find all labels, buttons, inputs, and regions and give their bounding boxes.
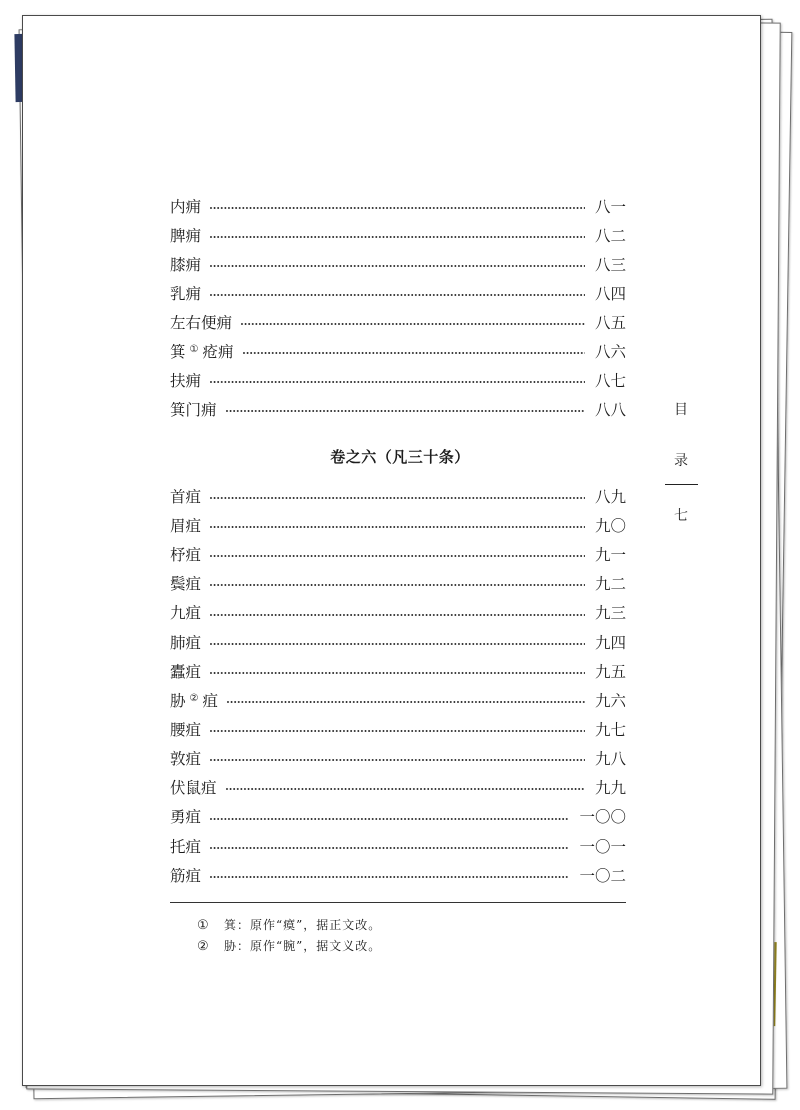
entry-page: 八三 <box>594 255 626 274</box>
entry-page: 九〇 <box>594 516 626 535</box>
toc-entry <box>170 541 626 570</box>
entry-page: 八六 <box>594 342 626 361</box>
toc-entry <box>170 309 626 338</box>
footnote-marker: ② <box>189 692 199 704</box>
dot-leader <box>210 381 585 383</box>
dot-leader <box>210 672 585 674</box>
entry-title: 首疽 <box>170 487 202 506</box>
dot-leader <box>210 294 585 296</box>
toc-list <box>170 193 626 425</box>
entry-title-part: 胁 <box>170 691 186 710</box>
entry-title: 眉疽 <box>170 516 202 535</box>
dot-leader <box>226 788 585 790</box>
entry-title: 九疽 <box>170 604 202 623</box>
toc-entry <box>170 222 626 251</box>
entry-title: 筋疽 <box>170 866 202 885</box>
toc-entry <box>170 804 626 833</box>
entry-page: 九二 <box>594 575 626 594</box>
entry-page: 八八 <box>594 400 626 419</box>
dot-leader <box>210 876 569 878</box>
dot-leader <box>210 847 569 849</box>
entry-page: 九七 <box>594 720 626 739</box>
entry-title: 蠹疽 <box>170 662 202 681</box>
dot-leader <box>227 701 585 703</box>
toc-entry <box>170 193 626 222</box>
toc-entry <box>170 280 626 309</box>
running-header-char: 录 <box>674 453 688 469</box>
toc-entry <box>170 600 626 629</box>
dot-leader <box>243 352 585 354</box>
dot-leader <box>210 497 585 499</box>
entry-page: 九九 <box>594 779 626 798</box>
toc-entry <box>170 774 626 803</box>
toc-entry <box>170 367 626 396</box>
footnote-marker: ① <box>189 343 199 355</box>
toc-list <box>170 483 626 891</box>
dot-leader <box>210 555 585 557</box>
footnote-mark: ② <box>197 939 210 954</box>
entry-page: 一〇一 <box>579 837 626 856</box>
toc-entry <box>170 483 626 512</box>
footnote-divider <box>170 902 626 903</box>
toc-entry <box>170 658 626 687</box>
entry-page: 九一 <box>594 546 626 565</box>
entry-title: 托疽 <box>170 837 202 856</box>
running-header-rule <box>665 484 698 485</box>
footnote-text: 箕：原作“瘼”，据正文改。 <box>224 918 382 932</box>
entry-title: 左右便痈 <box>170 313 233 332</box>
footnote <box>197 938 381 954</box>
toc-entry <box>170 396 626 425</box>
entry-page: 八一 <box>594 197 626 216</box>
entry-title-part: 疮痈 <box>202 342 234 361</box>
toc-entry <box>170 338 626 367</box>
entry-title <box>170 691 218 710</box>
entry-title <box>170 342 234 361</box>
toc-entry <box>170 251 626 280</box>
entry-title: 腰疽 <box>170 720 202 739</box>
entry-page: 九三 <box>594 604 626 623</box>
footnote <box>197 917 381 933</box>
dot-leader <box>210 526 585 528</box>
dot-leader <box>210 265 585 267</box>
dot-leader <box>210 818 569 820</box>
toc-entry <box>170 629 626 658</box>
entry-title-part: 疽 <box>202 691 218 710</box>
entry-title: 杼疽 <box>170 546 202 565</box>
entry-title: 鬓疽 <box>170 575 202 594</box>
entry-page: 八四 <box>594 284 626 303</box>
dot-leader <box>226 410 585 412</box>
toc-entry <box>170 512 626 541</box>
toc-entry <box>170 570 626 599</box>
dot-leader <box>210 643 585 645</box>
page-number: 七 <box>674 508 688 524</box>
entry-title: 伏鼠疽 <box>170 779 217 798</box>
footnote-mark: ① <box>197 918 210 933</box>
toc-entry <box>170 745 626 774</box>
entry-title: 扶痈 <box>170 371 202 390</box>
entry-page: 九八 <box>594 750 626 769</box>
entry-page: 八七 <box>594 371 626 390</box>
entry-page: 九四 <box>594 633 626 652</box>
toc-entry <box>170 833 626 862</box>
dot-leader <box>210 614 585 616</box>
entry-title: 乳痈 <box>170 284 202 303</box>
dot-leader <box>210 584 585 586</box>
entry-page: 八九 <box>594 487 626 506</box>
entry-page: 一〇〇 <box>579 808 626 827</box>
entry-title: 脾痈 <box>170 226 202 245</box>
dot-leader <box>241 323 585 325</box>
toc-entry <box>170 716 626 745</box>
dot-leader <box>210 236 585 238</box>
toc-entry <box>170 862 626 891</box>
entry-page: 八五 <box>594 313 626 332</box>
entry-title: 箕门痈 <box>170 400 217 419</box>
entry-title-part: 箕 <box>170 342 186 361</box>
toc-entry <box>170 687 626 716</box>
entry-title: 勇疽 <box>170 808 202 827</box>
volume-heading: 卷之六（凡三十条） <box>330 448 470 466</box>
dot-leader <box>210 759 585 761</box>
entry-title: 敦疽 <box>170 750 202 769</box>
entry-title: 肺疽 <box>170 633 202 652</box>
entry-page: 九六 <box>594 691 626 710</box>
dot-leader <box>210 730 585 732</box>
running-header-char: 目 <box>674 402 688 418</box>
dot-leader <box>210 207 585 209</box>
entry-page: 八二 <box>594 226 626 245</box>
entry-page: 九五 <box>594 662 626 681</box>
footnote-text: 胁：原作“腕”，据文义改。 <box>224 939 382 953</box>
entry-page: 一〇二 <box>579 866 626 885</box>
entry-title: 内痈 <box>170 197 202 216</box>
entry-title: 膝痈 <box>170 255 202 274</box>
